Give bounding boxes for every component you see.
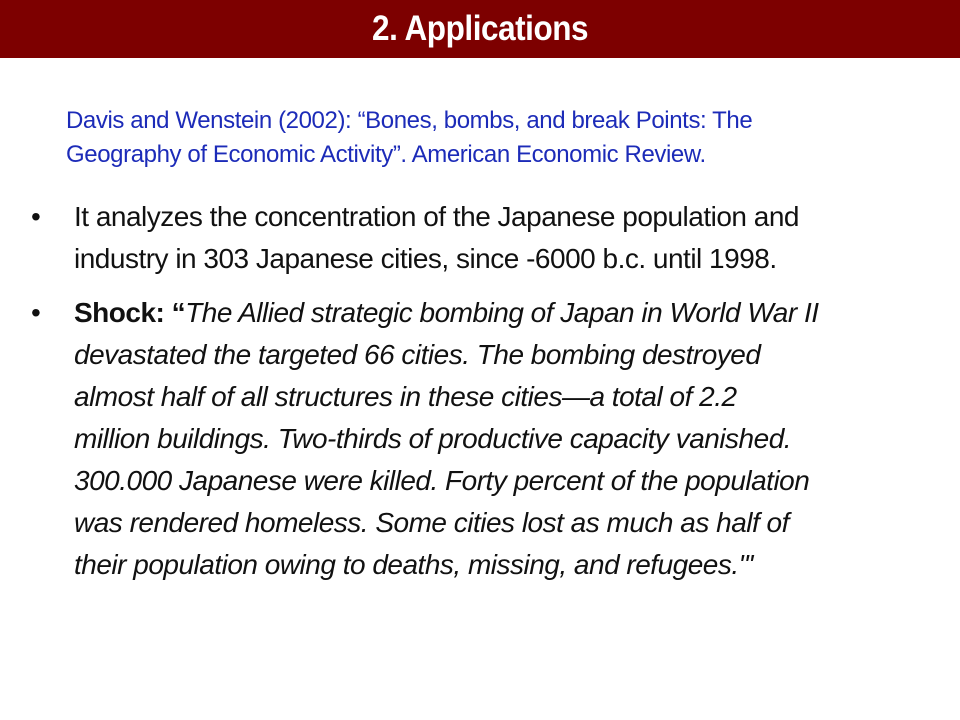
bullet-2-line-7: their population owing to deaths, missing, and refugees."' [74, 549, 753, 580]
bullet-2-line-3: almost half of all structures in these cities—a total of 2.2 [74, 381, 737, 412]
slide-title: 2. Applications [371, 9, 589, 48]
bullet-1-line-2: industry in 303 Japanese cities, since -6000 b.c. until 1998. [74, 243, 777, 274]
bullet-1-line-1: It analyzes the concentration of the Japanese population and [74, 201, 799, 232]
bullet-list [0, 196, 960, 586]
bullet-2-line-4: million buildings. Two-thirds of productive capacity vanished. [74, 423, 792, 454]
bullet-item-analysis [0, 196, 934, 280]
reference-line-2: Geography of Economic Activity”. American Economic Review. [66, 141, 706, 168]
quote-text: The Allied strategic bombing of Japan in World War II [185, 297, 819, 328]
reference-citation [66, 104, 896, 172]
bullet-2-line-6: was rendered homeless. Some cities lost as much as half of [74, 507, 789, 538]
bullet-marker: • [31, 297, 41, 328]
reference-line-1: Davis and Wenstein (2002): “Bones, bombs, and break Points: The [66, 107, 753, 134]
bullet-2-line-1 [74, 292, 934, 334]
title-bar [0, 0, 960, 58]
bullet-2-line-2: devastated the targeted 66 cities. The bombing destroyed [74, 339, 761, 370]
bullet-2-line-5: 300.000 Japanese were killed. Forty percent of the population [74, 465, 810, 496]
bullet-marker: • [31, 201, 41, 232]
bullet-item-shock [0, 292, 934, 586]
shock-label: Shock: “ [74, 297, 186, 328]
